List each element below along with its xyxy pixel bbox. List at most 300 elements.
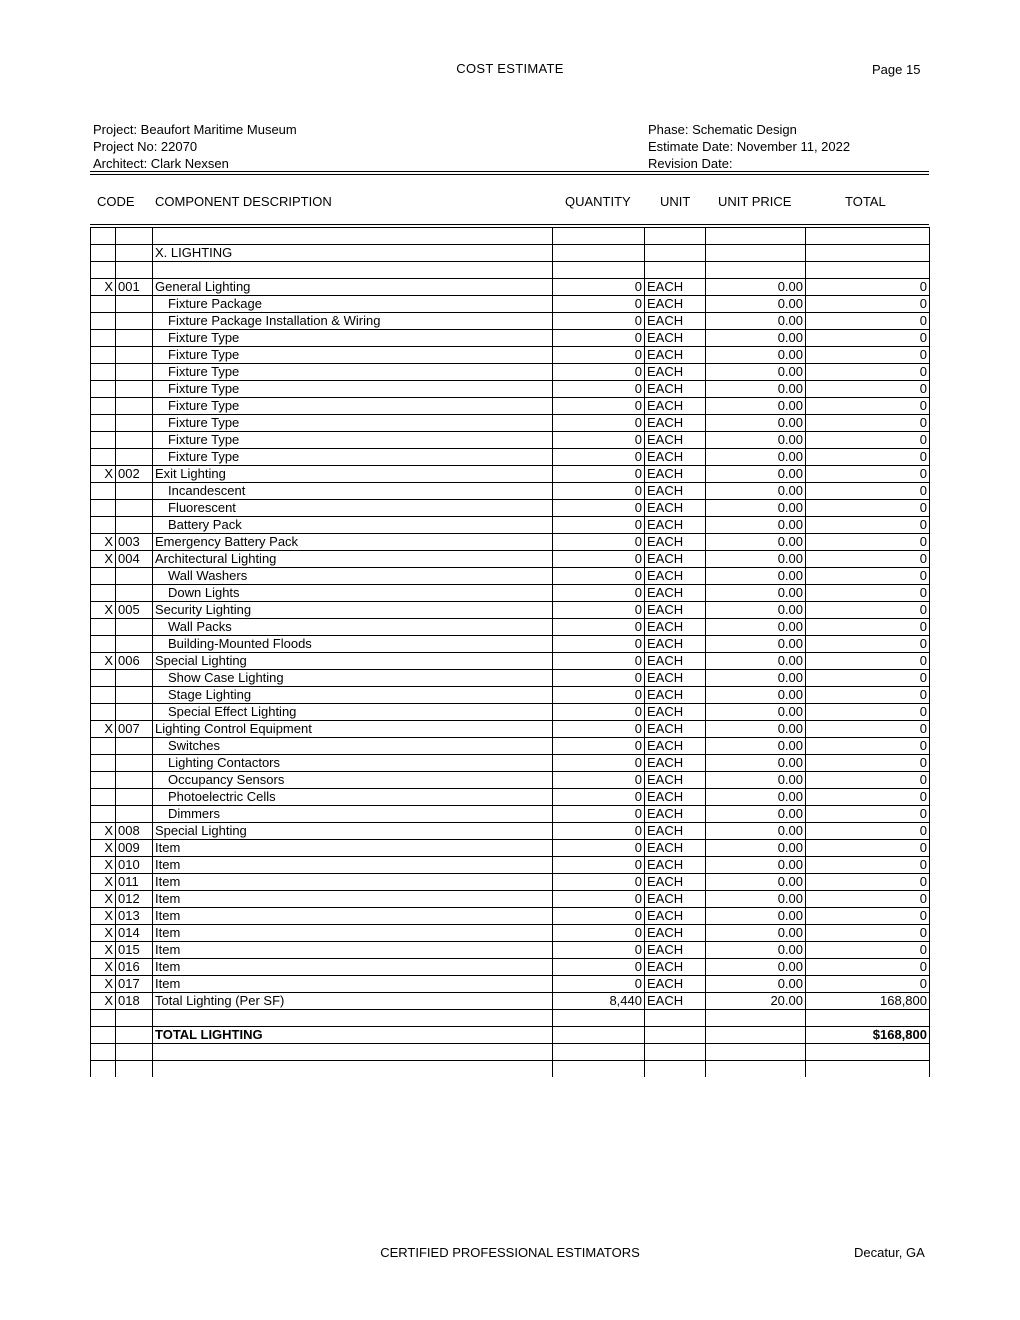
row-description: Fixture Type [153, 364, 553, 381]
row-total: 0 [806, 449, 930, 466]
table-row [91, 432, 930, 449]
col-code: CODE [97, 194, 135, 209]
row-quantity: 0 [553, 347, 645, 364]
row-quantity: 0 [553, 704, 645, 721]
row-total: 0 [806, 942, 930, 959]
row-unit: EACH [645, 415, 706, 432]
col-unit: UNIT [660, 194, 691, 209]
row-unit-price: 0.00 [706, 619, 806, 636]
row-unit: EACH [645, 823, 706, 840]
divider [90, 174, 929, 175]
row-unit-price: 0.00 [706, 330, 806, 347]
row-flag [91, 500, 116, 517]
row-unit: EACH [645, 330, 706, 347]
table-row [91, 653, 930, 670]
row-unit-price: 0.00 [706, 976, 806, 993]
row-unit-price: 0.00 [706, 534, 806, 551]
row-unit: EACH [645, 670, 706, 687]
row-description: Fluorescent [153, 500, 553, 517]
row-total: 0 [806, 381, 930, 398]
table-row [91, 959, 930, 976]
row-total: 0 [806, 313, 930, 330]
row-unit: EACH [645, 398, 706, 415]
row-code [116, 738, 153, 755]
row-unit: EACH [645, 381, 706, 398]
estimate-date: Estimate Date: November 11, 2022 [648, 139, 851, 154]
row-quantity: 0 [553, 908, 645, 925]
row-flag: X [91, 534, 116, 551]
table-row [91, 636, 930, 653]
row-description: Total Lighting (Per SF) [153, 993, 553, 1010]
row-unit: EACH [645, 840, 706, 857]
row-description: Incandescent [153, 483, 553, 500]
row-description: Special Lighting [153, 823, 553, 840]
row-code [116, 704, 153, 721]
row-flag: X [91, 602, 116, 619]
row-total: 0 [806, 874, 930, 891]
row-unit: EACH [645, 806, 706, 823]
row-description: Show Case Lighting [153, 670, 553, 687]
row-unit-price: 0.00 [706, 772, 806, 789]
row-code [116, 449, 153, 466]
row-flag [91, 415, 116, 432]
row-quantity: 0 [553, 381, 645, 398]
row-code [116, 313, 153, 330]
row-description: Item [153, 874, 553, 891]
row-total: 0 [806, 823, 930, 840]
total-label: TOTAL LIGHTING [153, 1027, 553, 1044]
row-unit-price: 0.00 [706, 755, 806, 772]
row-unit-price: 0.00 [706, 806, 806, 823]
row-description: Fixture Type [153, 398, 553, 415]
row-code: 004 [116, 551, 153, 568]
row-quantity: 0 [553, 466, 645, 483]
table-row [91, 874, 930, 891]
row-code: 009 [116, 840, 153, 857]
row-code [116, 517, 153, 534]
row-total: 0 [806, 534, 930, 551]
col-quantity: QUANTITY [565, 194, 631, 209]
table-row [91, 840, 930, 857]
table-row [91, 296, 930, 313]
row-total: 0 [806, 551, 930, 568]
row-description: Wall Packs [153, 619, 553, 636]
table-row [91, 602, 930, 619]
page-number: Page 15 [872, 62, 921, 77]
col-total: TOTAL [845, 194, 886, 209]
row-code: 013 [116, 908, 153, 925]
row-total: 0 [806, 364, 930, 381]
table-row [91, 789, 930, 806]
row-total: 0 [806, 296, 930, 313]
row-quantity: 0 [553, 364, 645, 381]
row-quantity: 0 [553, 959, 645, 976]
row-quantity: 0 [553, 415, 645, 432]
row-flag: X [91, 466, 116, 483]
row-description: General Lighting [153, 279, 553, 296]
row-flag: X [91, 891, 116, 908]
table-row [91, 721, 930, 738]
row-unit-price: 0.00 [706, 670, 806, 687]
row-flag [91, 738, 116, 755]
row-total: 0 [806, 687, 930, 704]
empty-cell [553, 1027, 645, 1044]
row-code [116, 398, 153, 415]
row-unit: EACH [645, 942, 706, 959]
section-title: X. LIGHTING [153, 245, 553, 262]
row-total: 0 [806, 636, 930, 653]
row-unit-price: 0.00 [706, 432, 806, 449]
row-description: Wall Washers [153, 568, 553, 585]
row-total: 0 [806, 415, 930, 432]
row-unit-price: 0.00 [706, 279, 806, 296]
row-total: 0 [806, 602, 930, 619]
row-total: 0 [806, 398, 930, 415]
row-total: 0 [806, 585, 930, 602]
row-unit-price: 0.00 [706, 704, 806, 721]
row-quantity: 0 [553, 551, 645, 568]
total-row [91, 1027, 930, 1044]
row-description: Special Effect Lighting [153, 704, 553, 721]
row-flag: X [91, 925, 116, 942]
row-quantity: 0 [553, 772, 645, 789]
row-flag [91, 789, 116, 806]
row-flag [91, 670, 116, 687]
row-quantity: 0 [553, 874, 645, 891]
table-row [91, 755, 930, 772]
row-description: Emergency Battery Pack [153, 534, 553, 551]
row-description: Stage Lighting [153, 687, 553, 704]
row-description: Dimmers [153, 806, 553, 823]
row-unit-price: 0.00 [706, 942, 806, 959]
row-quantity: 0 [553, 398, 645, 415]
row-code [116, 415, 153, 432]
row-flag [91, 381, 116, 398]
row-flag [91, 568, 116, 585]
row-total: 0 [806, 517, 930, 534]
divider [90, 171, 929, 172]
row-unit-price: 0.00 [706, 415, 806, 432]
row-unit-price: 0.00 [706, 568, 806, 585]
row-unit-price: 0.00 [706, 364, 806, 381]
row-quantity: 0 [553, 925, 645, 942]
row-code [116, 500, 153, 517]
row-quantity: 0 [553, 653, 645, 670]
row-unit-price: 0.00 [706, 925, 806, 942]
row-unit: EACH [645, 959, 706, 976]
row-unit: EACH [645, 279, 706, 296]
table-row [91, 857, 930, 874]
project-name: Project: Beaufort Maritime Museum [93, 122, 297, 137]
row-quantity: 0 [553, 721, 645, 738]
row-unit: EACH [645, 364, 706, 381]
row-description: Photoelectric Cells [153, 789, 553, 806]
row-flag [91, 296, 116, 313]
row-code [116, 432, 153, 449]
footer-company: CERTIFIED PROFESSIONAL ESTIMATORS [380, 1245, 640, 1260]
row-unit-price: 0.00 [706, 874, 806, 891]
row-flag: X [91, 653, 116, 670]
row-code [116, 568, 153, 585]
table-row [91, 1061, 930, 1078]
row-description: Fixture Package Installation & Wiring [153, 313, 553, 330]
phase: Phase: Schematic Design [648, 122, 797, 137]
table-row [91, 976, 930, 993]
empty-cell [116, 1027, 153, 1044]
row-code: 008 [116, 823, 153, 840]
row-description: Fixture Type [153, 347, 553, 364]
table-row [91, 466, 930, 483]
page-title: COST ESTIMATE [456, 61, 564, 76]
row-flag: X [91, 551, 116, 568]
table-row [91, 993, 930, 1010]
row-unit: EACH [645, 857, 706, 874]
row-quantity: 0 [553, 517, 645, 534]
row-unit: EACH [645, 636, 706, 653]
row-description: Item [153, 908, 553, 925]
row-description: Security Lighting [153, 602, 553, 619]
row-unit: EACH [645, 313, 706, 330]
row-unit-price: 0.00 [706, 857, 806, 874]
row-code [116, 772, 153, 789]
row-unit: EACH [645, 704, 706, 721]
row-quantity: 0 [553, 432, 645, 449]
row-code: 018 [116, 993, 153, 1010]
row-unit: EACH [645, 772, 706, 789]
row-total: 0 [806, 806, 930, 823]
estimate-table [90, 227, 930, 1077]
row-flag: X [91, 959, 116, 976]
row-flag [91, 364, 116, 381]
col-description: COMPONENT DESCRIPTION [155, 194, 332, 209]
row-code: 001 [116, 279, 153, 296]
row-quantity: 0 [553, 534, 645, 551]
row-unit-price: 0.00 [706, 738, 806, 755]
row-unit: EACH [645, 755, 706, 772]
row-total: 0 [806, 500, 930, 517]
row-unit: EACH [645, 568, 706, 585]
row-unit-price: 0.00 [706, 466, 806, 483]
row-total: 168,800 [806, 993, 930, 1010]
row-unit-price: 0.00 [706, 789, 806, 806]
row-quantity: 0 [553, 942, 645, 959]
row-total: 0 [806, 670, 930, 687]
table-row [91, 500, 930, 517]
row-quantity: 0 [553, 891, 645, 908]
row-total: 0 [806, 976, 930, 993]
row-description: Item [153, 891, 553, 908]
row-description: Lighting Contactors [153, 755, 553, 772]
row-code [116, 755, 153, 772]
row-unit: EACH [645, 908, 706, 925]
row-quantity: 0 [553, 568, 645, 585]
row-unit: EACH [645, 993, 706, 1010]
section-row [91, 245, 930, 262]
table-row [91, 1010, 930, 1027]
row-code [116, 364, 153, 381]
row-code [116, 789, 153, 806]
row-total: 0 [806, 721, 930, 738]
table-row [91, 262, 930, 279]
row-flag [91, 432, 116, 449]
row-flag [91, 619, 116, 636]
row-description: Fixture Type [153, 449, 553, 466]
row-description: Item [153, 840, 553, 857]
row-flag [91, 330, 116, 347]
row-total: 0 [806, 857, 930, 874]
table-row [91, 908, 930, 925]
row-unit: EACH [645, 619, 706, 636]
row-total: 0 [806, 789, 930, 806]
row-code [116, 296, 153, 313]
row-description: Switches [153, 738, 553, 755]
table-row [91, 568, 930, 585]
row-flag: X [91, 840, 116, 857]
total-value: $168,800 [806, 1027, 930, 1044]
row-unit: EACH [645, 602, 706, 619]
table-row [91, 330, 930, 347]
row-quantity: 0 [553, 449, 645, 466]
row-total: 0 [806, 466, 930, 483]
row-description: Lighting Control Equipment [153, 721, 553, 738]
row-unit-price: 0.00 [706, 823, 806, 840]
row-unit: EACH [645, 687, 706, 704]
row-unit-price: 0.00 [706, 585, 806, 602]
row-quantity: 0 [553, 738, 645, 755]
row-flag: X [91, 942, 116, 959]
table-row [91, 806, 930, 823]
row-flag [91, 517, 116, 534]
row-total: 0 [806, 738, 930, 755]
row-description: Item [153, 976, 553, 993]
row-unit-price: 0.00 [706, 653, 806, 670]
table-row [91, 279, 930, 296]
row-quantity: 0 [553, 330, 645, 347]
row-total: 0 [806, 840, 930, 857]
row-description: Item [153, 959, 553, 976]
col-unit-price: UNIT PRICE [718, 194, 792, 209]
table-row [91, 364, 930, 381]
row-unit: EACH [645, 721, 706, 738]
row-description: Fixture Package [153, 296, 553, 313]
row-code: 011 [116, 874, 153, 891]
row-total: 0 [806, 908, 930, 925]
row-total: 0 [806, 483, 930, 500]
row-description: Item [153, 925, 553, 942]
row-unit-price: 0.00 [706, 840, 806, 857]
empty-cell [91, 1027, 116, 1044]
row-code [116, 806, 153, 823]
row-unit-price: 0.00 [706, 891, 806, 908]
table-row [91, 313, 930, 330]
table-row [91, 704, 930, 721]
row-unit-price: 0.00 [706, 347, 806, 364]
table-row [91, 738, 930, 755]
row-quantity: 0 [553, 585, 645, 602]
row-flag [91, 636, 116, 653]
row-unit: EACH [645, 789, 706, 806]
row-unit: EACH [645, 347, 706, 364]
row-quantity: 0 [553, 670, 645, 687]
row-total: 0 [806, 959, 930, 976]
row-flag: X [91, 721, 116, 738]
row-unit-price: 0.00 [706, 551, 806, 568]
row-unit: EACH [645, 500, 706, 517]
row-description: Fixture Type [153, 330, 553, 347]
row-unit-price: 0.00 [706, 449, 806, 466]
row-code [116, 619, 153, 636]
row-total: 0 [806, 704, 930, 721]
row-description: Fixture Type [153, 415, 553, 432]
table-row [91, 551, 930, 568]
footer-location: Decatur, GA [854, 1245, 925, 1260]
row-unit-price: 0.00 [706, 721, 806, 738]
row-unit: EACH [645, 466, 706, 483]
row-code: 010 [116, 857, 153, 874]
row-code: 012 [116, 891, 153, 908]
row-flag: X [91, 908, 116, 925]
row-code: 005 [116, 602, 153, 619]
table-row [91, 517, 930, 534]
row-unit: EACH [645, 551, 706, 568]
table-row [91, 772, 930, 789]
row-flag [91, 585, 116, 602]
row-flag [91, 687, 116, 704]
row-quantity: 8,440 [553, 993, 645, 1010]
table-row [91, 534, 930, 551]
table-row [91, 381, 930, 398]
row-code: 014 [116, 925, 153, 942]
row-code: 003 [116, 534, 153, 551]
row-code [116, 687, 153, 704]
row-total: 0 [806, 568, 930, 585]
row-flag [91, 704, 116, 721]
row-quantity: 0 [553, 636, 645, 653]
row-unit: EACH [645, 874, 706, 891]
row-flag [91, 398, 116, 415]
row-flag: X [91, 874, 116, 891]
row-flag: X [91, 857, 116, 874]
row-total: 0 [806, 755, 930, 772]
row-code [116, 330, 153, 347]
empty-cell [706, 1027, 806, 1044]
row-quantity: 0 [553, 789, 645, 806]
table-row [91, 687, 930, 704]
row-code [116, 347, 153, 364]
row-description: Battery Pack [153, 517, 553, 534]
row-unit: EACH [645, 432, 706, 449]
row-unit: EACH [645, 483, 706, 500]
row-unit-price: 0.00 [706, 908, 806, 925]
table-row [91, 891, 930, 908]
row-quantity: 0 [553, 279, 645, 296]
row-total: 0 [806, 891, 930, 908]
table-row [91, 347, 930, 364]
row-flag [91, 772, 116, 789]
row-quantity: 0 [553, 857, 645, 874]
row-code: 007 [116, 721, 153, 738]
row-description: Fixture Type [153, 381, 553, 398]
row-code: 015 [116, 942, 153, 959]
row-quantity: 0 [553, 976, 645, 993]
row-code [116, 670, 153, 687]
row-code [116, 483, 153, 500]
row-code: 016 [116, 959, 153, 976]
row-unit: EACH [645, 517, 706, 534]
divider [90, 224, 929, 225]
table-row [91, 585, 930, 602]
row-total: 0 [806, 432, 930, 449]
